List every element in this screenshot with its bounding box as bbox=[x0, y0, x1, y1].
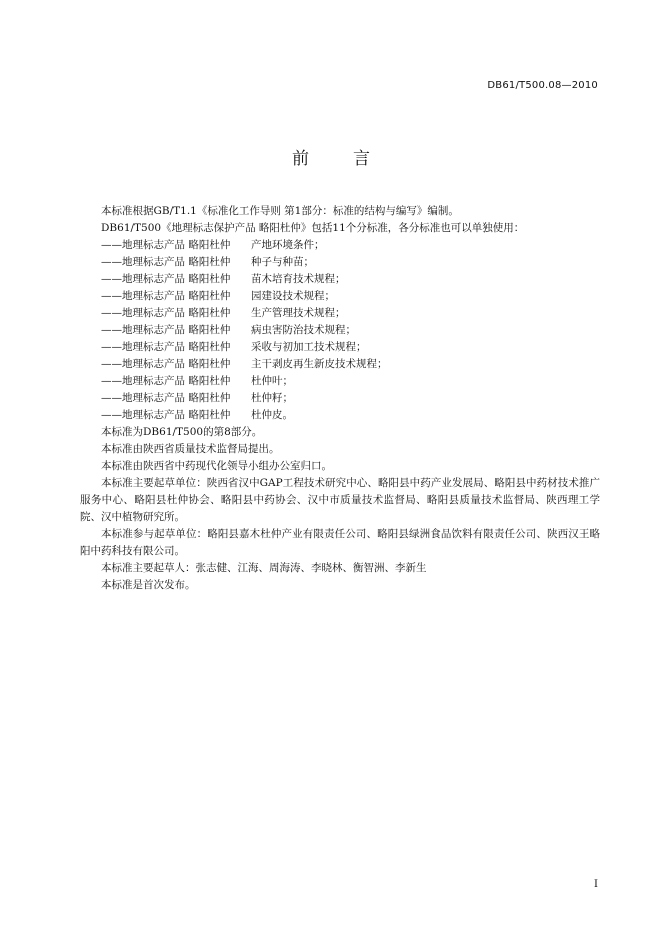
list-item-text: 产地环境条件； bbox=[251, 239, 325, 251]
paragraph-participating-orgs: 本标准参与起草单位：略阳县嘉木杜仲产业有限责任公司、略阳县绿洲食品饮料有限责任公司、陕西汉王略阳中药科技有限公司。 bbox=[80, 528, 600, 557]
list-item-prefix: ——地理标志产品 略阳杜仲 bbox=[101, 239, 231, 251]
list-item-text: 主干剥皮再生新皮技术规程； bbox=[251, 358, 388, 370]
list-item bbox=[80, 339, 600, 356]
list-item-text: 病虫害防治技术规程； bbox=[251, 324, 356, 336]
part-list bbox=[80, 237, 600, 424]
paragraph-main-drafters: 本标准主要起草人：张志健、江海、周海涛、李晓林、衡智洲、李新生 bbox=[101, 562, 427, 574]
list-item bbox=[80, 288, 600, 305]
paragraph-administered-by: 本标准由陕西省中药现代化领导小组办公室归口。 bbox=[101, 460, 332, 472]
list-item-text: 生产管理技术规程； bbox=[251, 307, 346, 319]
list-item-prefix: ——地理标志产品 略阳杜仲 bbox=[101, 341, 231, 353]
list-item-prefix: ——地理标志产品 略阳杜仲 bbox=[101, 307, 231, 319]
list-item bbox=[80, 322, 600, 339]
page-title: 前言 bbox=[292, 149, 414, 169]
list-item-text: 杜仲叶； bbox=[251, 375, 293, 387]
list-item bbox=[80, 373, 600, 390]
list-item bbox=[80, 305, 600, 322]
list-item-prefix: ——地理标志产品 略阳杜仲 bbox=[101, 375, 231, 387]
list-item-prefix: ——地理标志产品 略阳杜仲 bbox=[101, 392, 231, 404]
list-item-text: 杜仲籽； bbox=[251, 392, 293, 404]
list-item-text: 种子与种苗； bbox=[251, 256, 314, 268]
list-item-prefix: ——地理标志产品 略阳杜仲 bbox=[101, 273, 231, 285]
list-item-text: 园建设技术规程； bbox=[251, 290, 335, 302]
page-number: I bbox=[594, 879, 598, 890]
paragraph-structure: DB61/T500《地理标志保护产品 略阳杜仲》包括11个分标准，各分标准也可以单独使用： bbox=[101, 222, 525, 234]
list-item-prefix: ——地理标志产品 略阳杜仲 bbox=[101, 358, 231, 370]
list-item-prefix: ——地理标志产品 略阳杜仲 bbox=[101, 290, 231, 302]
list-item-prefix: ——地理标志产品 略阳杜仲 bbox=[101, 324, 231, 336]
list-item bbox=[80, 390, 600, 407]
paragraph-part-number: 本标准为DB61/T500的第8部分。 bbox=[101, 426, 263, 438]
list-item-prefix: ——地理标志产品 略阳杜仲 bbox=[101, 256, 231, 268]
list-item-prefix: ——地理标志产品 略阳杜仲 bbox=[101, 409, 231, 421]
paragraph-first-release: 本标准是首次发布。 bbox=[101, 579, 196, 591]
list-item bbox=[80, 356, 600, 373]
list-item-text: 杜仲皮。 bbox=[251, 409, 293, 421]
foreword-body bbox=[80, 203, 600, 594]
list-item bbox=[80, 407, 600, 424]
list-item bbox=[80, 271, 600, 288]
paragraph-proposed-by: 本标准由陕西省质量技术监督局提出。 bbox=[101, 443, 280, 455]
paragraph-main-drafters-orgs: 本标准主要起草单位：陕西省汉中GAP工程技术研究中心、略阳县中药产业发展局、略阳县中药材技术推广服务中心、略阳县杜仲协会、略阳县中药协会、汉中市质量技术监督局、略阳县质量技术监督局、陕西理工学院、汉中植物研究所。 bbox=[80, 477, 600, 523]
paragraph-basis: 本标准根据GB/T1.1《标准化工作导则 第1部分：标准的结构与编写》编制。 bbox=[101, 205, 459, 217]
list-item-text: 采收与初加工技术规程； bbox=[251, 341, 367, 353]
list-item-text: 苗木培育技术规程； bbox=[251, 273, 346, 285]
list-item bbox=[80, 254, 600, 271]
list-item bbox=[80, 237, 600, 254]
standard-code: DB61/T500.08—2010 bbox=[487, 80, 598, 91]
